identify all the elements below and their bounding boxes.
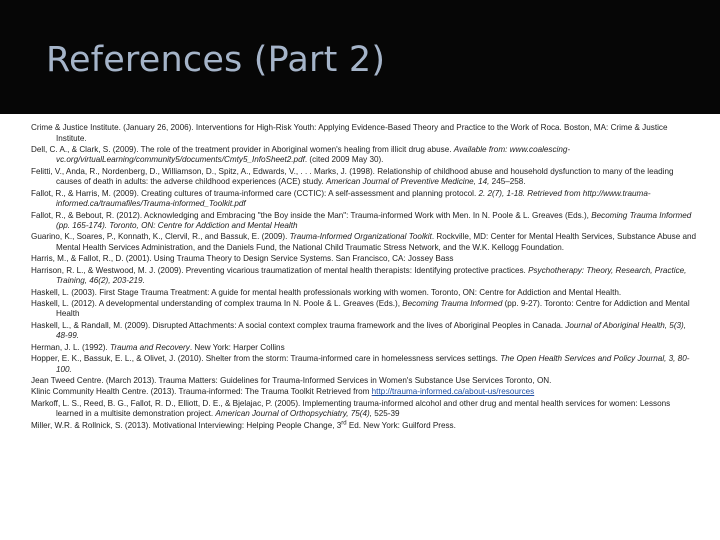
slide-title: References (Part 2)	[46, 40, 386, 80]
reference-text: Journal of Aboriginal Health, 5(3), 48-99.	[56, 320, 687, 341]
reference-item	[31, 376, 699, 387]
reference-item	[31, 189, 699, 211]
reference-item	[31, 254, 699, 265]
reference-text: Felitti, V., Anda, R., Nordenberg, D., Williamson, D., Spitz, A., Edwards, V., . . . Marks, J. (1998). Relationship of childhood abuse and household dysfunction to many of the leading causes of death in adults: the adverse childhood experiences (ACE) study.	[31, 166, 674, 187]
reference-text: Haskell, L. (2012). A developmental understanding of complex trauma In N. Poole & L. Greaves (Eds.),	[31, 298, 403, 308]
reference-link[interactable]: http://trauma-informed.ca/about-us/resources	[371, 387, 535, 397]
reference-text: Becoming Trauma Informed	[402, 298, 503, 308]
reference-item	[31, 266, 699, 288]
reference-text: Ed. New York: Guilford Press.	[346, 420, 456, 430]
reference-text: Hopper, E. K., Bassuk, E. L., & Olivet, J. (2010). Shelter from the storm: Trauma-informed care in homelessness services settings.	[31, 354, 501, 364]
reference-item	[31, 387, 699, 398]
reference-item	[31, 123, 699, 145]
reference-text: American Journal of Orthopsychiatry, 75(4),	[215, 409, 372, 419]
reference-text: Herman, J. L. (1992).	[31, 342, 111, 352]
reference-text: Trauma and Recovery	[110, 342, 190, 352]
reference-item	[31, 211, 699, 233]
reference-item	[31, 343, 699, 354]
reference-item	[31, 288, 699, 299]
reference-text: Fallot, R., & Bebout, R. (2012). Acknowledging and Embracing "the Boy inside the Man": Trauma-informed Work with Men. In N. Poole & L. Greaves (Eds.),	[31, 210, 592, 220]
reference-item	[31, 145, 699, 167]
reference-text: American Journal of Preventive Medicine, 14,	[325, 177, 490, 187]
reference-text: Klinic Community Health Centre. (2013). Trauma-informed: The Trauma Toolkit Retrieved from	[31, 387, 372, 397]
reference-text: Crime & Justice Institute. (January 26, 2006). Interventions for High-Risk Youth: Applying Evidence-Based Theory and Practice to the Work of Roca. Boston, MA: Crime & Justice Institute.	[31, 123, 668, 143]
reference-item	[31, 299, 699, 321]
reference-text: Haskell, L. (2003). First Stage Trauma Treatment: A guide for mental health professionals working with women. Toronto, ON: Centre for Addiction and Mental Health.	[31, 287, 622, 297]
reference-text: (pp. 9-27). Toronto: Centre for Addiction and Mental Health	[56, 298, 690, 319]
reference-text: 245–258.	[489, 177, 526, 187]
reference-text: Markoff, L. S., Reed, B. G., Fallot, R. D., Elliott, D. E., & Bjelajac, P. (2005). Implementing trauma-informed alcohol and other drug and mental health services for women: Lessons learned in a multisite demonstration project.	[31, 398, 671, 419]
reference-text: . (cited 2009 May 30).	[304, 155, 384, 165]
reference-text: . New York: Harper Collins	[189, 342, 285, 352]
reference-text: Available from: www.coalescing-vc.org/virtualLearning/community5/documents/Cmty5_InfoSheet2.pdf	[56, 144, 571, 165]
reference-item	[31, 354, 699, 376]
reference-text: Harris, M., & Fallot, R., D. (2001). Using Trauma Theory to Design Service Systems. San Francisco, CA: Jossey Bass	[31, 254, 454, 264]
reference-text: Jean Tweed Centre. (March 2013). Trauma Matters: Guidelines for Trauma-Informed Services in Women's Substance Use Services Toronto, ON.	[31, 375, 552, 385]
reference-list	[31, 123, 699, 432]
reference-text: Becoming Trauma Informed (pp. 165-174). Toronto, ON: Centre for Addiction and Mental Health	[56, 210, 692, 231]
reference-text: rd	[341, 419, 347, 426]
reference-item	[31, 399, 699, 421]
reference-text: The Open Health Services and Policy Journal, 3, 80-100.	[56, 354, 690, 374]
reference-item	[31, 321, 699, 343]
reference-item	[31, 421, 699, 432]
reference-text: Dell, C. A., & Clark, S. (2009). The role of the treatment provider in Aboriginal women's healing from illicit drug abuse.	[31, 144, 454, 154]
reference-text: Psychotherapy: Theory, Research, Practice, Training, 46(2), 203-219.	[56, 265, 687, 286]
title-bar	[0, 0, 720, 114]
reference-text: Guarino, K., Soares, P., Konnath, K., Clervil, R., and Bassuk, E. (2009).	[31, 232, 290, 242]
reference-text: Harrison, R. L., & Westwood, M. J. (2009). Preventing vicarious traumatization of mental health therapists: Identifying protective practices.	[31, 265, 529, 275]
reference-text: 525-39	[371, 409, 400, 419]
reference-text: 2. 2(7), 1-18. Retrieved from http://www.trauma-informed.ca/traumafiles/Trauma-informed_Toolkit.pdf	[56, 188, 651, 209]
reference-text: Miller, W.R. & Rollnick, S. (2013). Motivational Interviewing: Helping People Change, 3	[31, 420, 342, 430]
reference-text: Fallot, R., & Harris, M. (2009). Creating cultures of trauma-informed care (CCTIC): A self-assessment and planning protocol.	[31, 188, 479, 198]
reference-text: Haskell, L., & Randall, M. (2009). Disrupted Attachments: A social context complex trauma framework and the lives of Aboriginal Peoples in Canada.	[31, 320, 566, 330]
reference-item	[31, 167, 699, 189]
reference-item	[31, 232, 699, 254]
reference-text: . Rockville, MD: Center for Mental Health Services, Substance Abuse and Mental Health Services Administration, and the Daniels Fund, the National Child Traumatic Stress Network, and the W.K. Kellogg Foundation.	[56, 232, 697, 252]
reference-text: Trauma-Informed Organizational Toolkit	[289, 232, 432, 242]
